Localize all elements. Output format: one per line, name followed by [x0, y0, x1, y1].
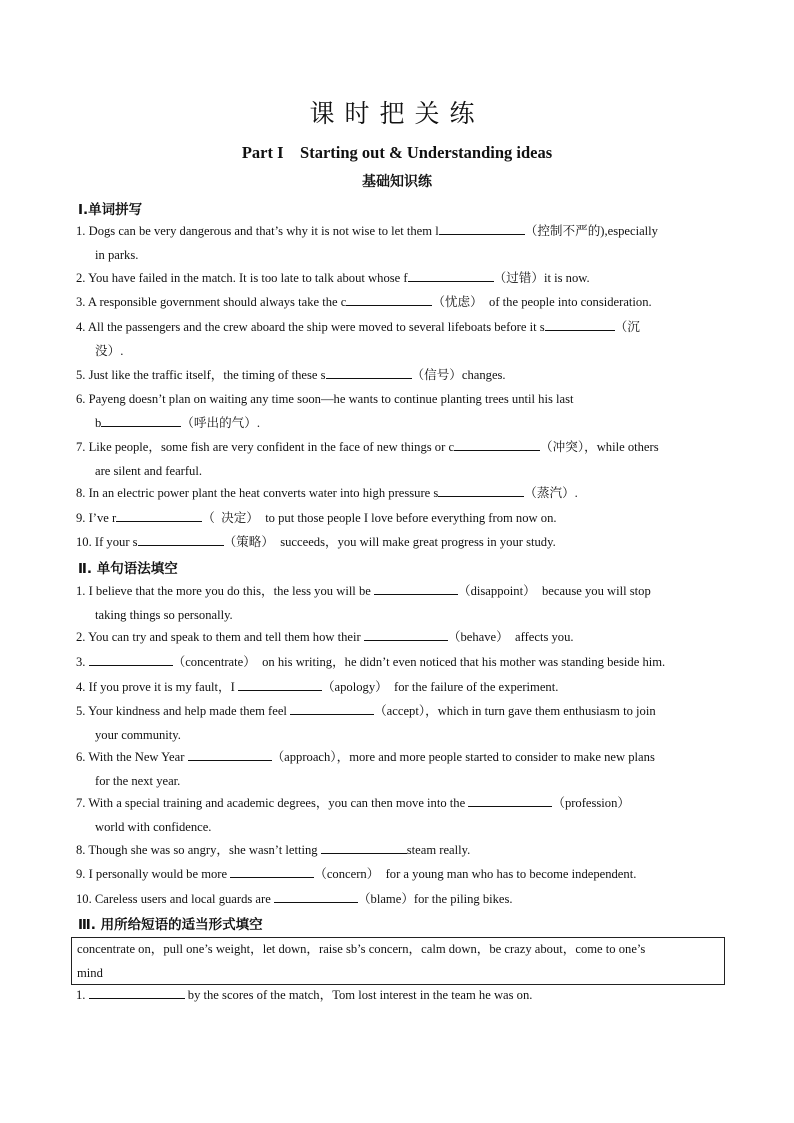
s1-q7-cont: are silent and fearful.	[95, 463, 202, 478]
s2-question-6	[76, 746, 720, 793]
s1-q3-text: 3. A responsible government should always take the c	[76, 295, 347, 309]
s2-q7-cont: world with confidence.	[95, 819, 212, 834]
section-2-heading: Ⅱ. 单句语法填空	[78, 561, 178, 577]
answer-blank[interactable]	[346, 291, 432, 306]
s1-q7-hint: （冲突），while others	[540, 440, 659, 454]
s1-question-9	[76, 507, 720, 531]
answer-blank[interactable]	[290, 700, 374, 715]
s2-question-8	[76, 839, 720, 863]
phrase-bank-line-1: concentrate on，pull one’s weight，let down，raise sb’s concern，calm down，be crazy about，come to one’s	[77, 942, 646, 956]
s2-q4-text: 4. If you prove it is my fault，I	[76, 680, 235, 694]
s2-question-9	[76, 863, 720, 887]
answer-blank[interactable]	[238, 676, 322, 691]
s2-question-7	[76, 792, 720, 839]
s2-q7-hint: （profession）	[552, 796, 630, 810]
s2-q7-text: 7. With a special training and academic degrees，you can then move into the	[76, 796, 466, 810]
s2-q4-hint: （apology） for the failure of the experiment.	[321, 680, 559, 694]
s2-q9-text: 9. I personally would be more	[76, 867, 228, 881]
s2-question-5	[76, 700, 720, 747]
s2-question-3	[76, 651, 720, 675]
s1-question-7	[76, 436, 720, 483]
s2-question-10	[76, 888, 720, 912]
answer-blank[interactable]	[89, 984, 185, 999]
s1-q5-text: 5. Just like the traffic itself，the timing of these s	[76, 368, 326, 382]
s2-q6-text: 6. With the New Year	[76, 750, 185, 764]
s2-q3-text: 3.	[76, 655, 86, 669]
section-1-heading: Ⅰ.单词拼写	[78, 202, 143, 218]
answer-blank[interactable]	[326, 364, 412, 379]
s1-q3-hint: （忧虑） of the people into consideration.	[432, 295, 652, 309]
answer-blank[interactable]	[454, 436, 540, 451]
s2-q2-hint: （behave） affects you.	[447, 630, 574, 644]
s2-question-4	[76, 676, 720, 700]
s2-question-2	[76, 626, 720, 650]
answer-blank[interactable]	[374, 580, 458, 595]
s2-q5-cont: your community.	[95, 727, 181, 742]
s1-question-1	[76, 220, 720, 267]
s2-q10-text: 10. Careless users and local guards are	[76, 892, 271, 906]
s2-question-1	[76, 580, 720, 627]
answer-blank[interactable]	[468, 792, 552, 807]
s1-q1-cont: in parks.	[95, 247, 139, 262]
s1-q2-text: 2. You have failed in the match. It is too late to talk about whose f	[76, 271, 408, 285]
s2-q1-cont: taking things so personally.	[95, 607, 233, 622]
s1-q6-letter: b	[95, 415, 102, 430]
s2-q6-cont: for the next year.	[95, 773, 181, 788]
s1-q6-text: 6. Payeng doesn’t plan on waiting any time soon—he wants to continue planting trees until his last	[76, 392, 574, 406]
s1-q1-text: 1. Dogs can be very dangerous and that’s why it is not wise to let them l	[76, 224, 439, 238]
answer-blank[interactable]	[188, 746, 272, 761]
answer-blank[interactable]	[438, 482, 524, 497]
s1-q4-cont: 没）.	[95, 343, 124, 358]
s1-q4-text: 4. All the passengers and the crew aboard the ship were moved to several lifeboats before it s	[76, 320, 545, 334]
s2-q10-hint: （blame）for the piling bikes.	[357, 892, 513, 906]
s1-question-4	[76, 316, 720, 363]
s3-q1-rest: by the scores of the match，Tom lost interest in the team he was on.	[187, 988, 533, 1002]
s1-q1-hint: （控制不严的),especially	[524, 224, 658, 238]
s2-q9-hint: （concern） for a young man who has to become independent.	[314, 867, 637, 881]
answer-blank[interactable]	[230, 863, 314, 878]
s1-question-2	[76, 267, 720, 291]
s1-q5-hint: （信号）changes.	[411, 368, 506, 382]
s1-q6-hint: （呼出的气）.	[181, 415, 261, 430]
s1-question-10	[76, 531, 720, 555]
s1-question-8	[76, 482, 720, 506]
s1-question-6	[76, 388, 720, 435]
s1-q9-hint: （ 决定） to put those people I love before everything from now on.	[202, 511, 557, 525]
s2-q5-hint: （accept），which in turn gave them enthusiasm to join	[374, 704, 656, 718]
s1-q8-text: 8. In an electric power plant the heat converts water into high pressure s	[76, 486, 439, 500]
s1-q2-hint: （过错）it is now.	[493, 271, 590, 285]
s1-q10-text: 10. If your s	[76, 535, 138, 549]
s2-q2-text: 2. You can try and speak to them and tell them how their	[76, 630, 361, 644]
answer-blank[interactable]	[364, 626, 448, 641]
s2-q5-text: 5. Your kindness and help made them feel	[76, 704, 287, 718]
phrase-bank-box	[71, 937, 725, 985]
answer-blank[interactable]	[321, 839, 407, 854]
s2-q1-text: 1. I believe that the more you do this，the less you will be	[76, 584, 371, 598]
s2-q6-hint: （approach），more and more people started to consider to make new plans	[271, 750, 655, 764]
subtitle: 基础知识练	[362, 174, 432, 190]
s3-question-1	[76, 984, 720, 1008]
answer-blank[interactable]	[116, 507, 202, 522]
s2-q1-hint: （disappoint） because you will stop	[458, 584, 651, 598]
s2-q8-text: 8. Though she was so angry，she wasn’t letting	[76, 843, 318, 857]
s1-q10-hint: （策略） succeeds，you will make great progress in your study.	[223, 535, 556, 549]
answer-blank[interactable]	[408, 267, 494, 282]
answer-blank[interactable]	[274, 888, 358, 903]
page-title: 课时把关练	[309, 99, 485, 128]
answer-blank[interactable]	[101, 412, 181, 427]
s1-q7-text: 7. Like people，some fish are very confident in the face of new things or c	[76, 440, 455, 454]
s1-question-3	[76, 291, 720, 315]
phrase-bank	[77, 938, 721, 985]
answer-blank[interactable]	[545, 316, 615, 331]
s3-q1-text: 1.	[76, 988, 86, 1002]
s2-q3-hint: （concentrate） on his writing，he didn’t even noticed that his mother was standing beside him.	[172, 655, 666, 669]
s1-q4-hint: （沉	[614, 320, 640, 334]
part-heading: Part I Starting out & Understanding ideas	[241, 143, 553, 162]
answer-blank[interactable]	[138, 531, 224, 546]
section-3-heading: Ⅲ. 用所给短语的适当形式填空	[78, 917, 263, 933]
s1-q9-text: 9. I’ve r	[76, 511, 117, 525]
s2-q8-hint: steam really.	[406, 843, 471, 857]
answer-blank[interactable]	[89, 651, 173, 666]
phrase-bank-line-2: mind	[77, 965, 103, 980]
s1-q8-hint: （蒸汽）.	[524, 486, 578, 500]
s1-question-5	[76, 364, 720, 388]
answer-blank[interactable]	[439, 220, 525, 235]
